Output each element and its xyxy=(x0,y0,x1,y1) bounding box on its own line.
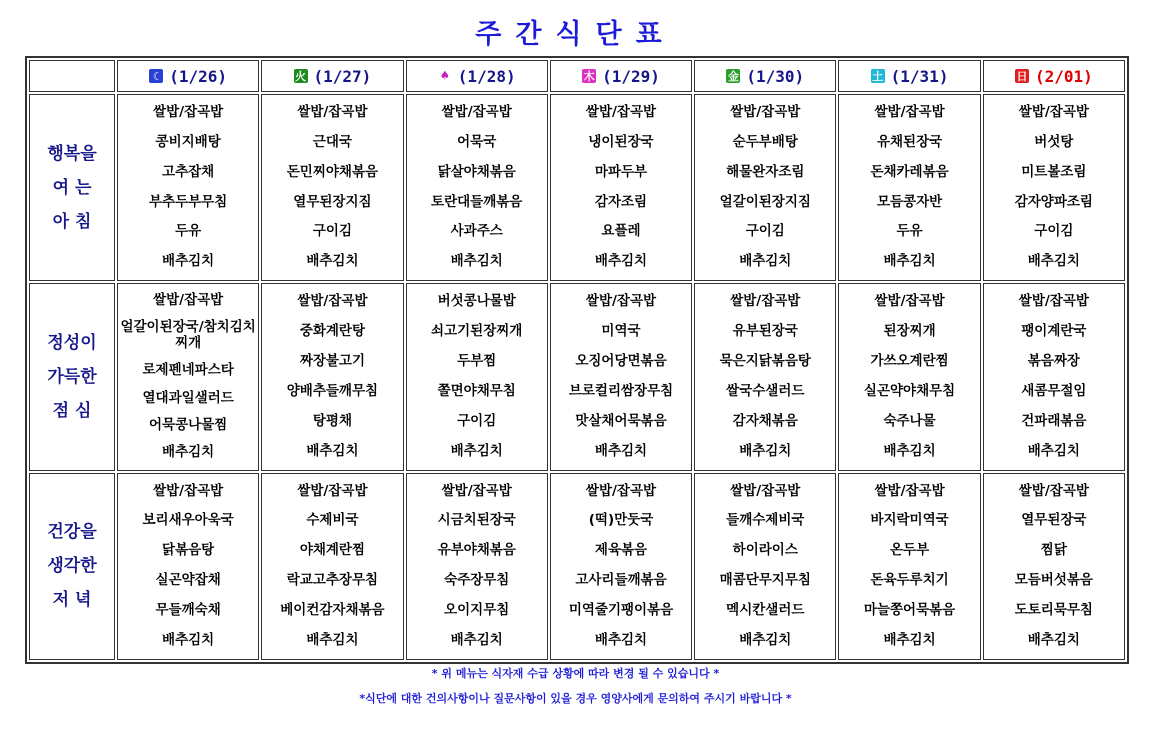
weekly-menu-table xyxy=(25,56,1129,664)
dish-item: 쇠고기된장찌개 xyxy=(431,323,523,340)
dish-item: 두유 xyxy=(896,223,923,240)
dish-item: 배추김치 xyxy=(162,631,215,648)
day-meal-cell xyxy=(406,473,548,660)
dish-item: 탕평채 xyxy=(312,412,352,429)
notice-line: *식단에 대한 건의사항이나 질문사항이 있을 경우 영양사에게 문의하여 주시기 바랍니다 * xyxy=(359,692,792,705)
dish-item: 배추김치 xyxy=(739,442,792,459)
day-date: (1/26) xyxy=(169,66,228,86)
dish-item: 배추김치 xyxy=(883,442,936,459)
dish-item: 구이김 xyxy=(312,223,352,240)
dish-item: 배추김치 xyxy=(883,631,936,648)
dish-item: 감자채볶음 xyxy=(732,412,798,429)
dish-item: 고사리들깨볶음 xyxy=(575,572,667,589)
dish-item: 두부찜 xyxy=(457,353,497,370)
dish-item: 콩비지배탕 xyxy=(155,133,221,150)
dish-item: 로제펜네파스타 xyxy=(142,362,234,379)
day-date: (1/30) xyxy=(746,66,805,86)
dish-item: 매콤단무지무침 xyxy=(719,572,811,589)
dish-item: 시금치된장국 xyxy=(437,512,516,529)
corner-cell xyxy=(29,60,115,92)
day-meal-cell xyxy=(261,94,403,281)
day-meal-cell xyxy=(261,473,403,660)
moon-icon: ☾ xyxy=(149,69,163,83)
dish-item: 열무된장국 xyxy=(1021,512,1087,529)
day-date: (1/27) xyxy=(313,66,372,86)
dish-item: 배추김치 xyxy=(594,442,648,459)
dish-item: 들깨수제비국 xyxy=(726,512,805,529)
dish-item: 닭살야채볶음 xyxy=(437,163,516,180)
meal-label-line: 저 녁 xyxy=(52,590,92,611)
dish-item: 배추김치 xyxy=(450,442,503,459)
dish-item: 배추김치 xyxy=(162,444,215,461)
dish-item: 브로컬리쌈장무침 xyxy=(568,382,674,399)
gold-icon: 金 xyxy=(727,70,739,83)
dish-item: 구이김 xyxy=(457,412,497,429)
day-meal-cell xyxy=(117,473,259,660)
dish-item: 버섯탕 xyxy=(1034,133,1074,150)
dish-item: 락교고추장무침 xyxy=(286,572,379,589)
meal-label xyxy=(29,94,115,281)
dish-item: 가쓰오계란찜 xyxy=(870,353,949,370)
dish-item: 숙주장무침 xyxy=(444,572,510,589)
day-header xyxy=(838,60,980,92)
meal-label xyxy=(29,283,115,470)
dish-item: 냉이된장국 xyxy=(588,133,654,150)
dish-item: 건파래볶음 xyxy=(1021,412,1087,429)
dish-item: 온두부 xyxy=(890,542,930,559)
day-meal-cell xyxy=(838,283,980,470)
day-meal-cell xyxy=(838,94,980,281)
day-meal-cell xyxy=(261,283,403,470)
dish-item: 쌀밥/잡곡밥 xyxy=(730,103,801,120)
day-meal-cell xyxy=(983,473,1125,660)
dish-item: (떡)만둣국 xyxy=(588,512,654,529)
day-meal-cell xyxy=(694,473,836,660)
dish-item: 쌀밥/잡곡밥 xyxy=(297,103,368,120)
dish-item: 고추잡채 xyxy=(162,163,215,180)
dish-item: 사과주스 xyxy=(450,223,503,240)
day-date: (1/31) xyxy=(890,66,949,86)
day-meal-cell xyxy=(983,283,1125,470)
dish-item: 돈육두루치기 xyxy=(870,572,949,589)
dish-item: 얼갈이된장지짐 xyxy=(719,193,811,210)
water-icon: ♠ xyxy=(440,68,450,84)
day-meal-cell xyxy=(117,94,259,281)
day-header xyxy=(261,60,403,92)
dish-item: 하이라이스 xyxy=(732,542,798,559)
day-meal-cell xyxy=(406,283,548,470)
dish-item: 돈민찌야채볶음 xyxy=(286,163,379,180)
dish-item: 모듬콩자반 xyxy=(876,193,943,210)
day-date: (1/29) xyxy=(602,66,660,86)
dish-item: 수제비국 xyxy=(306,512,359,529)
day-meal-cell xyxy=(838,473,980,660)
dish-item: 미역국 xyxy=(601,323,641,340)
dish-item: 오징어당면볶음 xyxy=(575,353,667,370)
dish-item: 유부된장국 xyxy=(732,323,798,340)
dish-item: 열대과일샐러드 xyxy=(142,389,234,406)
dish-item: 쌀밥/잡곡밥 xyxy=(153,103,224,120)
day-meal-cell xyxy=(694,283,836,470)
dish-item: 감자조림 xyxy=(594,193,648,210)
dish-item: 짜장불고기 xyxy=(299,353,366,370)
dish-item: 배추김치 xyxy=(162,253,215,270)
dish-item: 배추김치 xyxy=(306,442,359,459)
dish-item: 토란대들깨볶음 xyxy=(431,193,523,210)
meal-label-line: 점 심 xyxy=(52,400,92,421)
dish-item: 어묵국 xyxy=(457,133,497,150)
menu-grid xyxy=(29,60,1125,660)
meal-label-line: 정성이 xyxy=(47,332,97,353)
dish-item: 쌀밥/잡곡밥 xyxy=(153,291,224,308)
dish-item: 쫄면야채무침 xyxy=(437,382,516,399)
dish-item: 쌀밥/잡곡밥 xyxy=(153,482,224,499)
dish-item: 두유 xyxy=(175,223,202,240)
dish-item: 모듬버섯볶음 xyxy=(1014,572,1093,589)
sun-icon: 日 xyxy=(1016,70,1028,83)
meal-label-line: 아 침 xyxy=(52,211,92,232)
dish-item: 배추김치 xyxy=(594,631,648,648)
dish-item: 구이김 xyxy=(1034,223,1074,240)
dish-item: 배추김치 xyxy=(739,631,792,648)
meal-label-line: 행복을 xyxy=(47,143,97,164)
dish-item: 요플레 xyxy=(601,223,641,240)
dish-item: 쌀밥/잡곡밥 xyxy=(874,482,945,499)
dish-item: 버섯콩나물밥 xyxy=(437,293,516,310)
dish-item: 열무된장지짐 xyxy=(293,193,372,210)
day-meal-cell xyxy=(694,94,836,281)
day-header xyxy=(117,60,259,92)
dish-item: 배추김치 xyxy=(883,253,936,270)
day-date: (2/01) xyxy=(1034,66,1093,86)
page-title: 주간식단표 xyxy=(475,19,676,50)
dish-item: 배추김치 xyxy=(306,631,359,648)
dish-item: 도토리묵무침 xyxy=(1014,602,1093,619)
dish-item: 쌀밥/잡곡밥 xyxy=(730,482,801,499)
dish-item: 쌀밥/잡곡밥 xyxy=(585,293,657,310)
day-header xyxy=(694,60,836,92)
dish-item: 배추김치 xyxy=(1027,631,1080,648)
dish-item: 유부야채볶음 xyxy=(437,542,516,559)
day-date: (1/28) xyxy=(457,66,516,86)
dish-item: 쌀밥/잡곡밥 xyxy=(874,293,945,310)
dish-item: 바지락미역국 xyxy=(870,512,949,529)
dish-item: 유채된장국 xyxy=(876,133,943,150)
dish-item: 배추김치 xyxy=(450,631,503,648)
meal-label-line: 건강을 xyxy=(47,522,97,543)
meal-label xyxy=(29,473,115,660)
dish-item: 쌀밥/잡곡밥 xyxy=(1018,103,1089,120)
earth-icon: 土 xyxy=(872,70,884,83)
day-meal-cell xyxy=(550,94,692,281)
dish-item: 야채계란찜 xyxy=(299,542,366,559)
dish-item: 닭볶음탕 xyxy=(162,542,215,559)
dish-item: 새콤무절임 xyxy=(1021,382,1087,399)
dish-item: 구이김 xyxy=(745,223,785,240)
dish-item: 부추두부무침 xyxy=(149,193,228,210)
dish-item: 오이지무침 xyxy=(444,602,510,619)
dish-item: 근대국 xyxy=(312,133,352,150)
dish-item: 맛살채어묵볶음 xyxy=(575,412,667,429)
dish-item: 쌀밥/잡곡밥 xyxy=(1018,293,1089,310)
dish-item: 돈채카레볶음 xyxy=(870,163,949,180)
dish-item: 쌀국수샐러드 xyxy=(726,382,805,399)
dish-item: 마파두부 xyxy=(594,163,648,180)
dish-item: 쌀밥/잡곡밥 xyxy=(874,103,945,120)
dish-item: 실곤약잡채 xyxy=(155,572,221,589)
dish-item: 중화계란탕 xyxy=(299,323,366,340)
day-meal-cell xyxy=(983,94,1125,281)
dish-item: 쌀밥/잡곡밥 xyxy=(441,103,512,120)
dish-item: 볶음짜장 xyxy=(1027,353,1080,370)
dish-item: 해물완자조림 xyxy=(726,163,805,180)
dish-item: 쌀밥/잡곡밥 xyxy=(585,103,657,120)
dish-item: 어묵콩나물찜 xyxy=(149,416,228,433)
dish-item: 베이컨감자채볶음 xyxy=(280,602,385,619)
dish-item: 배추김치 xyxy=(594,253,648,270)
dish-item: 제육볶음 xyxy=(594,542,648,559)
tree-icon: 木 xyxy=(583,70,595,83)
day-header xyxy=(983,60,1125,92)
dish-item: 마늘쫑어묵볶음 xyxy=(863,602,956,619)
dish-item: 배추김치 xyxy=(1027,442,1080,459)
dish-item: 팽이계란국 xyxy=(1021,323,1087,340)
dish-item: 배추김치 xyxy=(739,253,792,270)
day-header xyxy=(406,60,548,92)
dish-item: 보리새우아욱국 xyxy=(142,512,234,529)
fire-icon: 火 xyxy=(295,70,307,83)
dish-item: 쌀밥/잡곡밥 xyxy=(297,482,368,499)
dish-item: 쌀밥/잡곡밥 xyxy=(441,482,512,499)
dish-item: 순두부배탕 xyxy=(732,133,798,150)
dish-item: 된장찌개 xyxy=(883,323,936,340)
day-meal-cell xyxy=(550,283,692,470)
meal-label-line: 가득한 xyxy=(47,366,97,387)
meal-label-line: 여 는 xyxy=(52,177,92,198)
dish-item: 쌀밥/잡곡밥 xyxy=(585,482,657,499)
dish-item: 실곤약야채무침 xyxy=(863,382,956,399)
day-meal-cell xyxy=(117,283,259,470)
dish-item: 배추김치 xyxy=(1027,253,1080,270)
dish-item: 배추김치 xyxy=(450,253,503,270)
dish-item: 얼갈이된장국/참치김치찌개 xyxy=(120,319,256,352)
dish-item: 숙주나물 xyxy=(883,412,936,429)
dish-item: 쌀밥/잡곡밥 xyxy=(730,293,801,310)
dish-item: 멕시칸샐러드 xyxy=(726,602,805,619)
dish-item: 묵은지닭볶음탕 xyxy=(719,353,811,370)
day-meal-cell xyxy=(406,94,548,281)
notice-line: * 위 메뉴는 식자재 수급 상황에 따라 변경 될 수 있습니다 * xyxy=(431,667,720,680)
dish-item: 찜닭 xyxy=(1040,542,1067,559)
dish-item: 양배추들깨무침 xyxy=(286,382,379,399)
day-meal-cell xyxy=(550,473,692,660)
dish-item: 미트볼조림 xyxy=(1021,163,1087,180)
dish-item: 쌀밥/잡곡밥 xyxy=(297,293,368,310)
dish-item: 쌀밥/잡곡밥 xyxy=(1018,482,1089,499)
dish-item: 배추김치 xyxy=(306,253,359,270)
dish-item: 감자양파조림 xyxy=(1014,193,1093,210)
meal-label-line: 생각한 xyxy=(47,556,97,577)
dish-item: 무들깨숙채 xyxy=(155,602,221,619)
day-header xyxy=(550,60,692,92)
dish-item: 미역줄기팽이볶음 xyxy=(568,602,674,619)
